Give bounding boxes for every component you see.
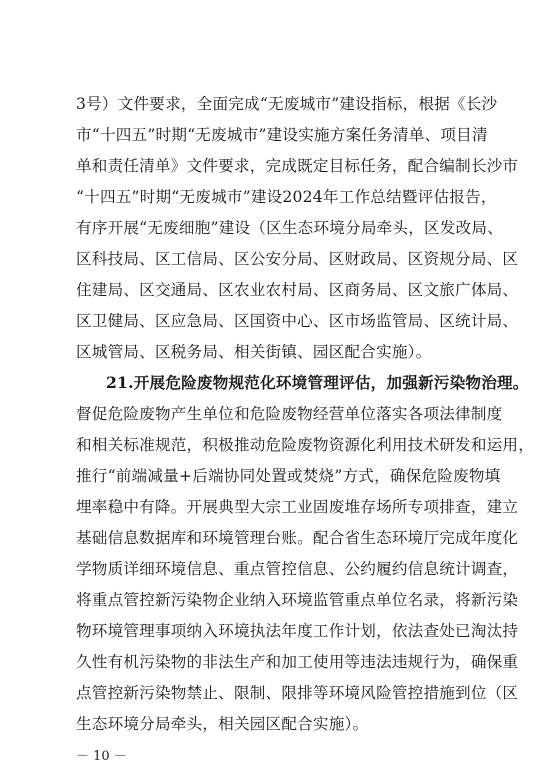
paragraph-1-line: 住建局、区交通局、区农业农村局、区商务局、区文旅广体局、 [76,281,519,299]
paragraph-2-line: 久性有机污染物的非法生产和加工使用等违法违规行为，确保重 [76,653,519,671]
paragraph-1-line: “十四五”时期“无废城市”建设2024年工作总结暨评估报告， [76,188,497,206]
section-21-heading: 21.开展危险废物规范化环境管理评估，加强新污染物治理。 [106,373,529,392]
paragraph-2-line: 和相关标准规范，积极推动危险废物资源化利用技术研发和运用， [76,436,535,454]
paragraph-2-line: 生态环境分局牵头，相关园区配合实施）。 [76,715,369,733]
paragraph-1-line: 单和责任清单》文件要求，完成既定目标任务，配合编制长沙市 [76,157,519,175]
paragraph-2-line: 埋率稳中有降。开展典型大宗工业固废堆存场所专项排查，建立 [76,498,519,516]
paragraph-1-line: 3号）文件要求，全面完成“无废城市”建设指标，根据《长沙 [76,95,498,113]
paragraph-1-line: 有序开展“无废细胞”建设（区生态环境分局牵头，区发改局、 [76,219,503,237]
paragraph-1-line: 区卫健局、区应急局、区国资中心、区市场监管局、区统计局、 [76,312,519,330]
paragraph-2-line: 学物质详细环境信息、重点管控信息、公约履约信息统计调查， [76,560,519,578]
paragraph-2-line: 基础信息数据库和环境管理台账。配合省生态环境厅完成年度化 [76,529,519,547]
paragraph-1-line: 区科技局、区工信局、区公安分局、区财政局、区资规分局、区 [76,250,519,268]
paragraph-2-line: 物环境管理事项纳入环境执法年度工作计划，依法查处已淘汰持 [76,622,519,640]
page-number: － 10 － [76,749,127,764]
paragraph-2-line: 推行“前端减量+后端协同处置或焚烧”方式，确保危险废物填 [76,467,501,485]
paragraph-1-line: 市“十四五”时期“无废城市”建设实施方案任务清单、项目清 [76,126,488,144]
paragraph-2-line: 督促危险废物产生单位和危险废物经营单位落实各项法律制度 [76,405,503,423]
paragraph-2-line: 点管控新污染物禁止、限制、限排等环境风险管控措施到位（区 [76,684,519,702]
paragraph-1-line: 区城管局、区税务局、相关街镇、园区配合实施）。 [76,343,432,361]
paragraph-2-line: 将重点管控新污染物企业纳入环境监管重点单位名录，将新污染 [76,591,519,609]
